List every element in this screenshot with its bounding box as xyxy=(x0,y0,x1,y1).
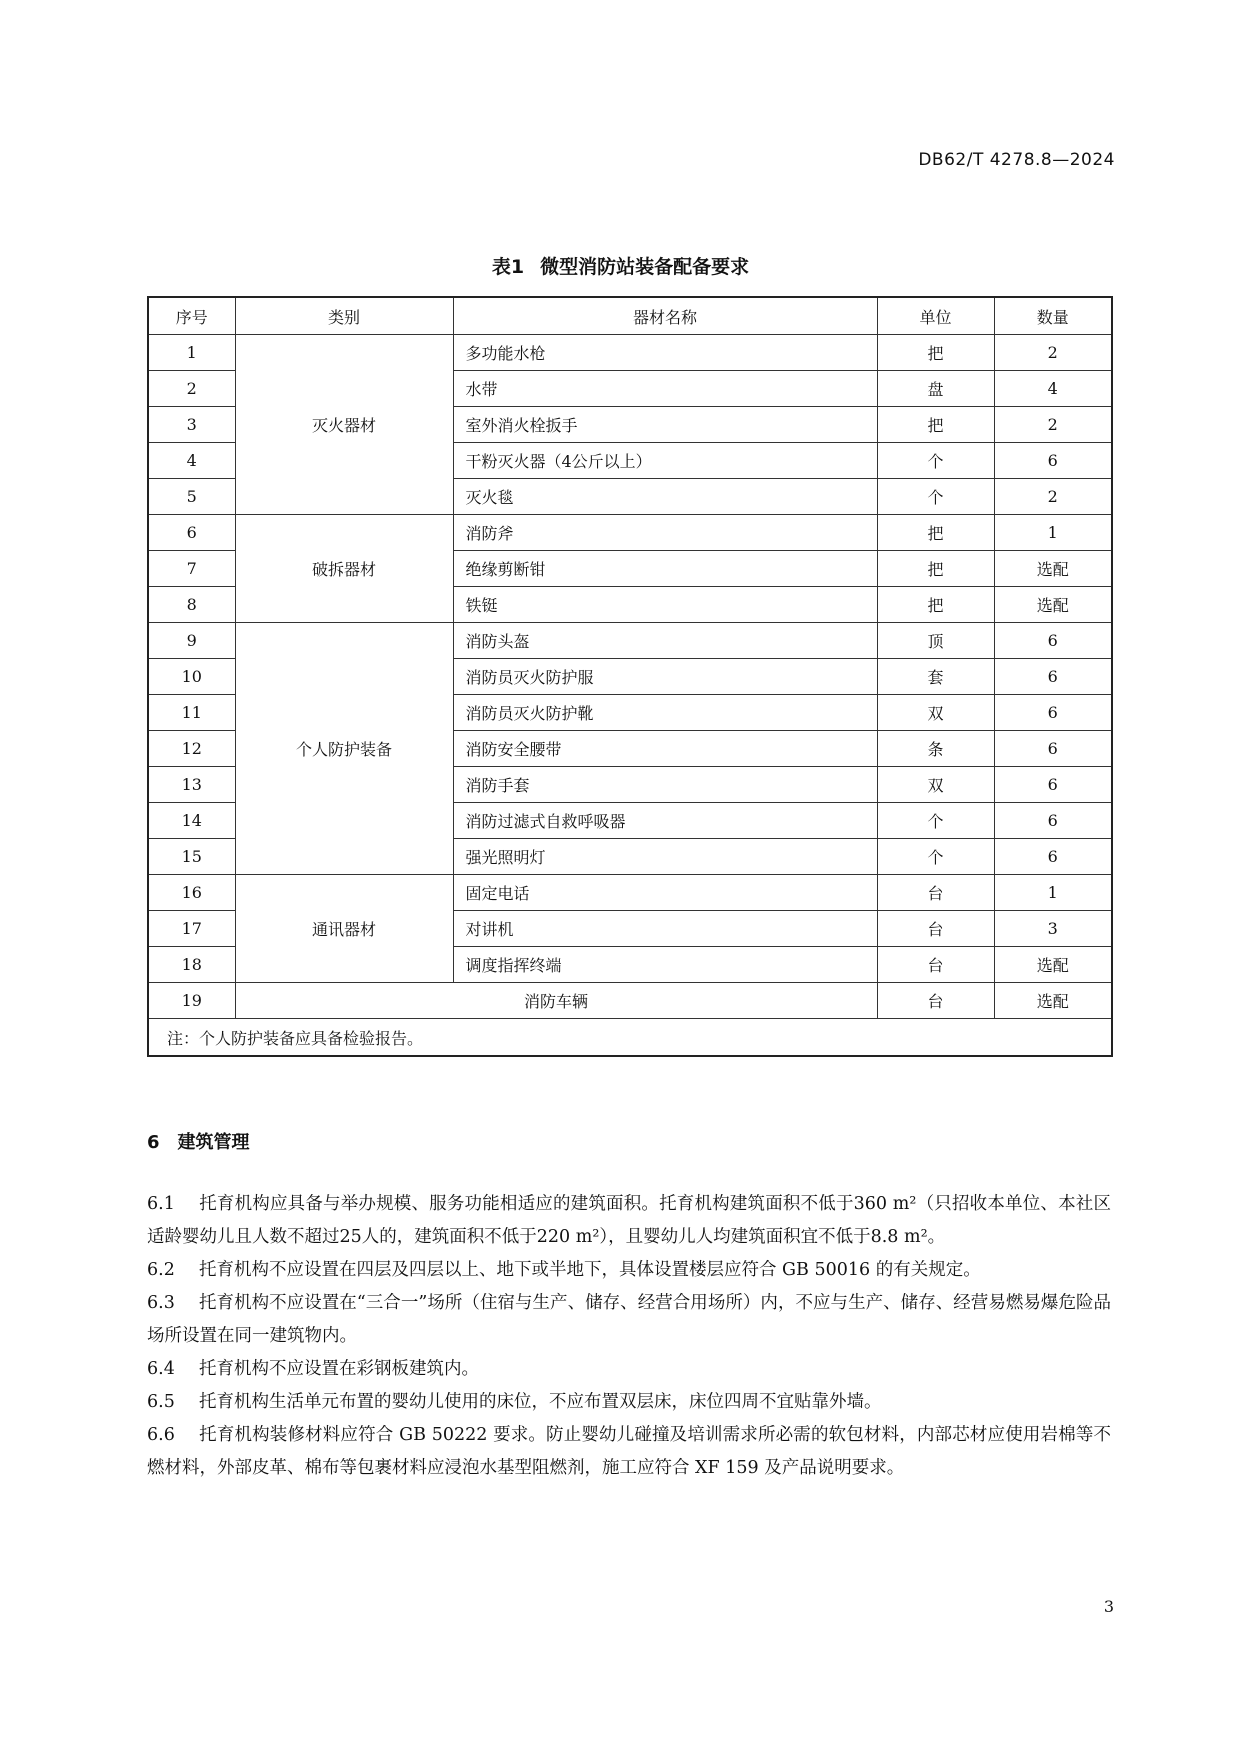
unit-cell: 双 xyxy=(877,695,994,731)
equipment-name: 绝缘剪断钳 xyxy=(453,551,877,587)
quantity-cell: 6 xyxy=(994,443,1112,479)
unit-cell: 个 xyxy=(877,443,994,479)
clause-number: 6.6 xyxy=(147,1425,175,1445)
quantity-cell: 2 xyxy=(994,335,1112,371)
equipment-name: 消防安全腰带 xyxy=(453,731,877,767)
row-number: 5 xyxy=(148,479,235,515)
unit-cell: 把 xyxy=(877,551,994,587)
table-caption-label: 表1 xyxy=(491,256,525,278)
table-note: 注：个人防护装备应具备检验报告。 xyxy=(148,1019,1112,1057)
section-heading xyxy=(147,1128,250,1154)
page-number: 3 xyxy=(1103,1597,1114,1616)
row-number: 3 xyxy=(148,407,235,443)
unit-cell: 台 xyxy=(877,875,994,911)
clause-number: 6.5 xyxy=(147,1392,175,1412)
equipment-name: 消防员灭火防护靴 xyxy=(453,695,877,731)
unit-cell: 台 xyxy=(877,983,994,1019)
quantity-cell: 选配 xyxy=(994,551,1112,587)
equipment-name: 消防斧 xyxy=(453,515,877,551)
table-row xyxy=(148,515,1112,551)
equipment-name: 消防过滤式自救呼吸器 xyxy=(453,803,877,839)
unit-cell: 个 xyxy=(877,839,994,875)
equipment-name: 消防头盔 xyxy=(453,623,877,659)
equipment-name: 室外消火栓扳手 xyxy=(453,407,877,443)
clause-text: 托育机构装修材料应符合 GB 50222 要求。防止婴幼儿碰撞及培训需求所必需的软包材料，内部芯材应使用岩棉等不燃材料，外部皮革、棉布等包裹材料应浸泡水基型阻燃剂，施工应符合 XF 159 及产品说明要求。 xyxy=(147,1425,1111,1478)
row-number: 17 xyxy=(148,911,235,947)
quantity-cell: 选配 xyxy=(994,983,1112,1019)
row-number: 13 xyxy=(148,767,235,803)
clause-text: 托育机构不应设置在四层及四层以上、地下或半地下，具体设置楼层应符合 GB 50016 的有关规定。 xyxy=(199,1260,981,1280)
section-number: 6 xyxy=(147,1132,160,1153)
row-number: 16 xyxy=(148,875,235,911)
quantity-cell: 1 xyxy=(994,875,1112,911)
unit-cell: 双 xyxy=(877,767,994,803)
clause-paragraph xyxy=(147,1353,1111,1386)
quantity-cell: 6 xyxy=(994,803,1112,839)
table-body xyxy=(148,335,1112,1057)
row-number: 14 xyxy=(148,803,235,839)
table-header-row xyxy=(148,297,1112,335)
category-cell: 破拆器材 xyxy=(235,515,453,623)
unit-cell: 个 xyxy=(877,479,994,515)
clause-number: 6.1 xyxy=(147,1194,175,1214)
category-cell: 灭火器材 xyxy=(235,335,453,515)
quantity-cell: 6 xyxy=(994,731,1112,767)
equipment-name: 消防员灭火防护服 xyxy=(453,659,877,695)
clause-paragraph xyxy=(147,1287,1111,1353)
equipment-name: 消防车辆 xyxy=(235,983,877,1019)
row-number: 19 xyxy=(148,983,235,1019)
equipment-table xyxy=(147,296,1113,1057)
equipment-name: 强光照明灯 xyxy=(453,839,877,875)
table-row xyxy=(148,623,1112,659)
clause-text: 托育机构生活单元布置的婴幼儿使用的床位，不应布置双层床，床位四周不宜贴靠外墙。 xyxy=(199,1392,882,1412)
unit-cell: 顶 xyxy=(877,623,994,659)
table-caption-title: 微型消防站装备配备要求 xyxy=(540,256,750,278)
table-caption xyxy=(0,252,1241,279)
unit-cell: 个 xyxy=(877,803,994,839)
equipment-name: 水带 xyxy=(453,371,877,407)
column-header: 器材名称 xyxy=(453,297,877,335)
row-number: 15 xyxy=(148,839,235,875)
quantity-cell: 选配 xyxy=(994,587,1112,623)
row-number: 1 xyxy=(148,335,235,371)
table-note-row xyxy=(148,1019,1112,1057)
clause-paragraph xyxy=(147,1419,1111,1485)
row-number: 8 xyxy=(148,587,235,623)
row-number: 12 xyxy=(148,731,235,767)
unit-cell: 把 xyxy=(877,587,994,623)
equipment-name: 灭火毯 xyxy=(453,479,877,515)
clause-text: 托育机构不应设置在“三合一”场所（住宿与生产、储存、经营合用场所）内，不应与生产、储存、经营易燃易爆危险品场所设置在同一建筑物内。 xyxy=(147,1293,1111,1346)
clause-paragraph xyxy=(147,1386,1111,1419)
row-number: 9 xyxy=(148,623,235,659)
row-number: 18 xyxy=(148,947,235,983)
unit-cell: 台 xyxy=(877,947,994,983)
quantity-cell: 2 xyxy=(994,479,1112,515)
clause-paragraph xyxy=(147,1188,1111,1254)
equipment-name: 调度指挥终端 xyxy=(453,947,877,983)
row-number: 7 xyxy=(148,551,235,587)
category-cell: 通讯器材 xyxy=(235,875,453,983)
document-code: DB62/T 4278.8—2024 xyxy=(918,150,1115,170)
quantity-cell: 6 xyxy=(994,695,1112,731)
unit-cell: 条 xyxy=(877,731,994,767)
clause-number: 6.4 xyxy=(147,1359,175,1379)
quantity-cell: 3 xyxy=(994,911,1112,947)
table-row xyxy=(148,335,1112,371)
unit-cell: 把 xyxy=(877,335,994,371)
row-number: 4 xyxy=(148,443,235,479)
equipment-name: 多功能水枪 xyxy=(453,335,877,371)
row-number: 10 xyxy=(148,659,235,695)
unit-cell: 把 xyxy=(877,515,994,551)
row-number: 2 xyxy=(148,371,235,407)
equipment-name: 铁铤 xyxy=(453,587,877,623)
column-header: 类别 xyxy=(235,297,453,335)
category-cell: 个人防护装备 xyxy=(235,623,453,875)
table-row xyxy=(148,875,1112,911)
quantity-cell: 6 xyxy=(994,659,1112,695)
quantity-cell: 6 xyxy=(994,839,1112,875)
row-number: 6 xyxy=(148,515,235,551)
table-row xyxy=(148,983,1112,1019)
quantity-cell: 4 xyxy=(994,371,1112,407)
equipment-name: 固定电话 xyxy=(453,875,877,911)
quantity-cell: 6 xyxy=(994,767,1112,803)
unit-cell: 盘 xyxy=(877,371,994,407)
quantity-cell: 2 xyxy=(994,407,1112,443)
clause-text: 托育机构不应设置在彩钢板建筑内。 xyxy=(199,1359,479,1379)
equipment-name: 消防手套 xyxy=(453,767,877,803)
clause-number: 6.2 xyxy=(147,1260,175,1280)
clause-number: 6.3 xyxy=(147,1293,175,1313)
clause-paragraph xyxy=(147,1254,1111,1287)
quantity-cell: 6 xyxy=(994,623,1112,659)
equipment-name: 对讲机 xyxy=(453,911,877,947)
unit-cell: 台 xyxy=(877,911,994,947)
column-header: 单位 xyxy=(877,297,994,335)
equipment-name: 干粉灭火器（4公斤以上） xyxy=(453,443,877,479)
section-title: 建筑管理 xyxy=(177,1132,250,1153)
quantity-cell: 选配 xyxy=(994,947,1112,983)
row-number: 11 xyxy=(148,695,235,731)
column-header: 序号 xyxy=(148,297,235,335)
clause-list xyxy=(147,1188,1111,1485)
unit-cell: 套 xyxy=(877,659,994,695)
quantity-cell: 1 xyxy=(994,515,1112,551)
unit-cell: 把 xyxy=(877,407,994,443)
column-header: 数量 xyxy=(994,297,1112,335)
clause-text: 托育机构应具备与举办规模、服务功能相适应的建筑面积。托育机构建筑面积不低于360 m²（只招收本单位、本社区适龄婴幼儿且人数不超过25人的，建筑面积不低于220 m²），且婴幼儿人均建筑面积宜不低于8.8 m²。 xyxy=(147,1194,1111,1247)
